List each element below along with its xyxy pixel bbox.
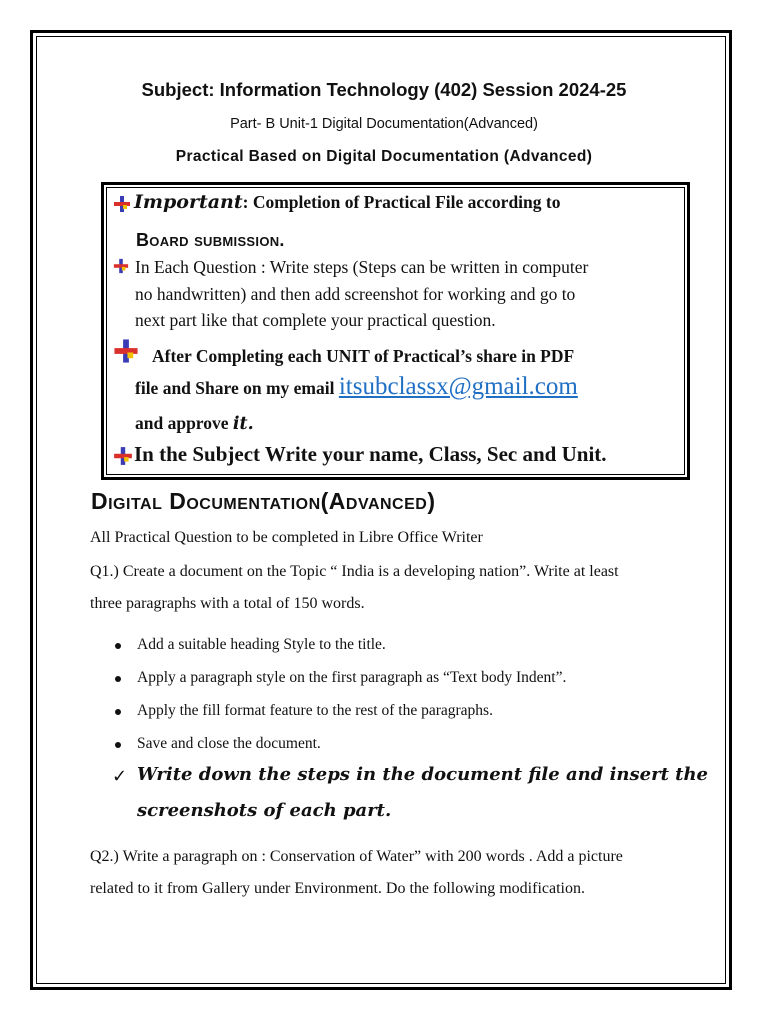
q2-line2: related to it from Gallery under Environment. Do the following modification. xyxy=(90,880,585,897)
notice-item-steps-line2: no handwritten) and then add screenshot for working and go to xyxy=(135,284,576,304)
check-line-2: screenshots of each part. xyxy=(137,800,392,821)
bullet-dot xyxy=(115,643,121,649)
notice-item-subject: In the Subject Write your name, Class, Sec and Unit. xyxy=(134,442,607,466)
q1-line2: three paragraphs with a total of 150 words. xyxy=(90,595,365,612)
cross-bullet-icon xyxy=(113,195,131,213)
email-link[interactable]: itsubclassx@gmail.com xyxy=(338,373,578,400)
bullet-dot xyxy=(115,709,121,715)
notice-item-important xyxy=(134,191,560,213)
section-heading: Digital Documentation(Advanced) xyxy=(91,488,436,514)
notice-item-pdf-line3 xyxy=(135,413,254,434)
list-item: Apply a paragraph style on the first paragraph as “Text body Indent”. xyxy=(137,669,567,686)
bullet-dot xyxy=(115,676,121,682)
notice-item-steps-line3: next part like that complete your practical question. xyxy=(135,310,496,330)
subject-title: Subject: Information Technology (402) Session 2024-25 xyxy=(141,79,627,100)
cross-bullet-icon xyxy=(113,258,129,274)
list-item: Add a suitable heading Style to the title. xyxy=(137,636,386,653)
notice-item-pdf-line2 xyxy=(135,373,578,401)
practical-title: Practical Based on Digital Documentation (Advanced) xyxy=(175,148,593,165)
list-item: Save and close the document. xyxy=(137,735,321,752)
cross-bullet-icon xyxy=(113,446,133,466)
check-line-1: Write down the steps in the document file and insert the xyxy=(137,764,708,785)
important-label: Important xyxy=(134,191,243,213)
bullet-dot xyxy=(115,742,121,748)
important-colon: : xyxy=(242,192,249,212)
check-mark-icon: ✓ xyxy=(112,766,128,787)
approve-prefix: and approve xyxy=(135,413,233,433)
cross-bullet-icon xyxy=(113,338,139,364)
q2-line1: Q2.) Write a paragraph on : Conservation of Water” with 200 words . Add a picture xyxy=(90,848,623,865)
intro-text: All Practical Question to be completed in Libre Office Writer xyxy=(90,529,483,546)
approve-it: it. xyxy=(232,414,254,434)
email-prefix: file and Share on my email xyxy=(135,378,339,398)
notice-item-steps-line1: In Each Question : Write steps (Steps can be written in computer xyxy=(135,257,589,277)
q1-line1: Q1.) Create a document on the Topic “ India is a developing nation”. Write at least xyxy=(90,563,619,580)
important-text: Completion of Practical File according to xyxy=(248,192,561,212)
board-submission-text: Board submission. xyxy=(136,230,285,250)
notice-item-pdf-line1: After Completing each UNIT of Practical’s share in PDF xyxy=(152,346,575,366)
list-item: Apply the fill format feature to the rest of the paragraphs. xyxy=(137,702,493,719)
part-title: Part- B Unit-1 Digital Documentation(Advanced) xyxy=(230,116,538,132)
